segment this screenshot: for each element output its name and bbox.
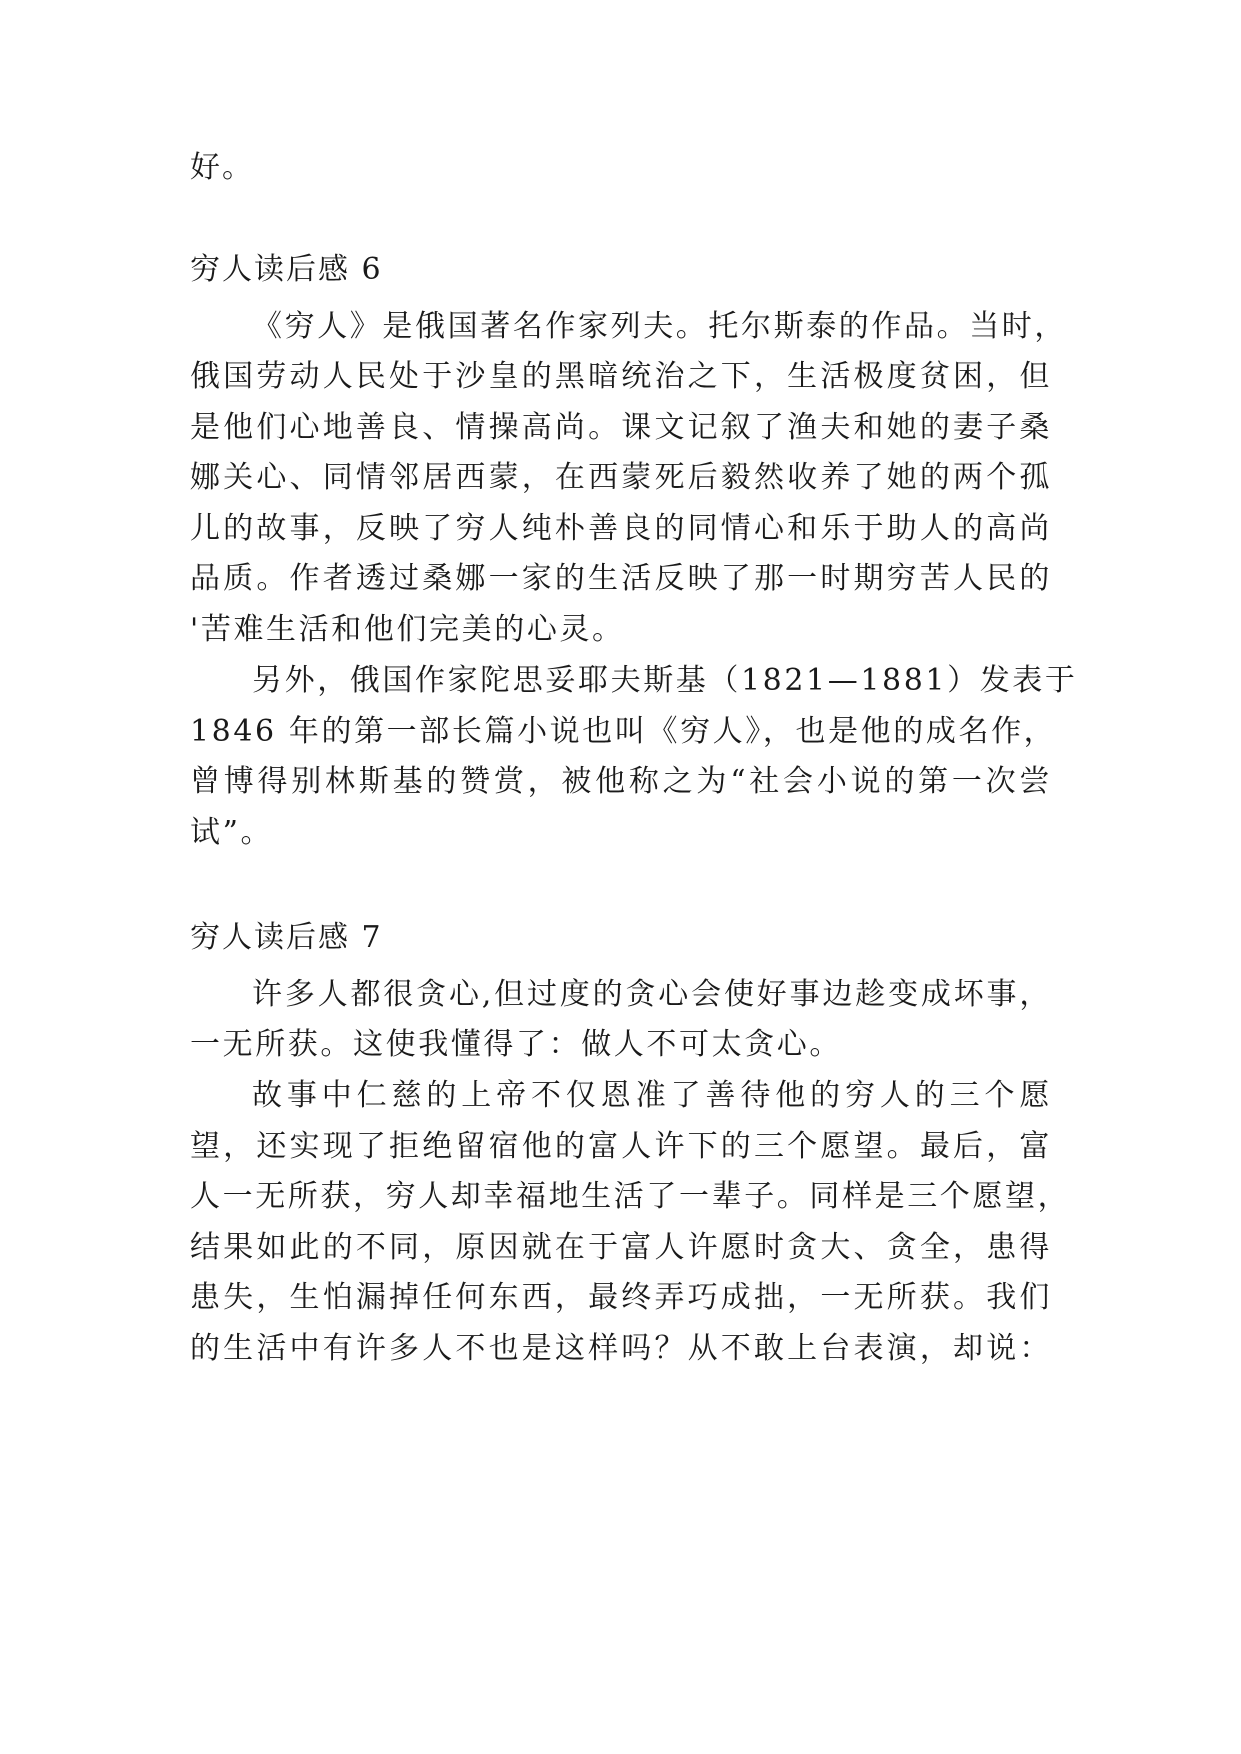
text-line: 娜关心、同情邻居西蒙，在西蒙死后毅然收养了她的两个孤 xyxy=(190,460,1052,495)
text-line: 望，还实现了拒绝留宿他的富人许下的三个愿望。最后，富 xyxy=(190,1129,1052,1164)
paragraph-end-line: 好。 xyxy=(190,150,254,185)
text-line: '苦难生活和他们完美的心灵。 xyxy=(190,612,625,647)
text-line: 1846 年的第一部长篇小说也叫《穷人》，也是他的成名作， xyxy=(190,714,1057,749)
text-line: 是他们心地善良、情操高尚。课文记叙了渔夫和她的妻子桑 xyxy=(190,410,1052,445)
text-line: 许多人都很贪心,但过度的贪心会使好事边趁变成坏事， xyxy=(252,977,1052,1012)
text-line: 试”。 xyxy=(190,815,274,850)
text-line: 《穷人》是俄国著名作家列夫。托尔斯泰的作品。当时， xyxy=(252,309,1067,344)
text-line: 一无所获。这使我懂得了：做人不可太贪心。 xyxy=(190,1027,842,1062)
text-line: 品质。作者透过桑娜一家的生活反映了那一时期穷苦人民的 xyxy=(190,561,1052,596)
text-line: 曾博得别林斯基的赞赏，被他称之为“社会小说的第一次尝 xyxy=(190,764,1052,799)
text-line: 人一无所获，穷人却幸福地生活了一辈子。同样是三个愿望， xyxy=(190,1179,1071,1214)
text-line: 故事中仁慈的上帝不仅恩准了善待他的穷人的三个愿 xyxy=(252,1078,1052,1113)
section-heading-7: 穷人读后感 7 xyxy=(190,920,383,955)
text-line: 的生活中有许多人不也是这样吗？从不敢上台表演，却说： xyxy=(190,1331,1052,1366)
section-heading-6: 穷人读后感 6 xyxy=(190,252,383,287)
text-line: 另外，俄国作家陀思妥耶夫斯基（1821—1881）发表于 xyxy=(252,663,1078,698)
text-line: 患失，生怕漏掉任何东西，最终弄巧成拙，一无所获。我们 xyxy=(190,1280,1052,1315)
text-line: 俄国劳动人民处于沙皇的黑暗统治之下，生活极度贫困，但 xyxy=(190,359,1052,394)
text-line: 儿的故事，反映了穷人纯朴善良的同情心和乐于助人的高尚 xyxy=(190,511,1052,546)
text-line: 结果如此的不同，原因就在于富人许愿时贪大、贪全，患得 xyxy=(190,1230,1052,1265)
